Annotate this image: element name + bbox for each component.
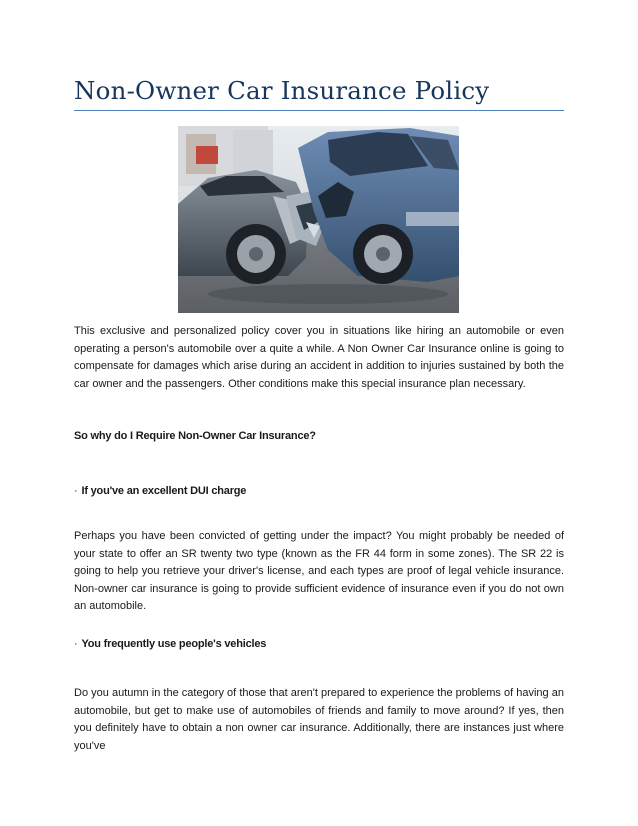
dui-paragraph: Perhaps you have been convicted of getting under the impact? You might probably be needed of your state to offer an SR twenty two type (known as the FR 44 form in some zones). The SR 22 is going to help you retrieve your driver's license, and each types are proof of legal vehicle insurance. Non-owner car insurance is going to provide sufficient evidence of insurance even if you do not own an automobile. [74, 530, 564, 612]
bullet-heading-dui-text: If you've an excellent DUI charge [81, 485, 247, 497]
bullet-mark: · [74, 485, 78, 497]
bullet-mark: · [74, 638, 78, 650]
intro-paragraph: This exclusive and personalized policy cover you in situations like hiring an automobile or even operating a person's automobile over a quite a while. A Non Owner Car Insurance online is going to compensate for damages which arise during an accident in addition to injuries sustained by both the car owner and the passengers. Other conditions make this special insurance plan necessary. [74, 325, 564, 390]
page-title: Non-Owner Car Insurance Policy [74, 76, 490, 105]
bullet-heading-vehicles [74, 636, 266, 652]
title-underline [74, 110, 564, 111]
car-crash-photo [178, 126, 459, 313]
section-heading-why: So why do I Require Non-Owner Car Insurance? [74, 430, 316, 442]
bullet-heading-vehicles-text: You frequently use people's vehicles [81, 638, 267, 650]
car-crash-photo-icon [178, 126, 459, 313]
vehicles-paragraph: Do you autumn in the category of those that aren't prepared to experience the problems of having an automobile, but get to make use of automobiles of friends and family to move around? If yes, then you definitely have to obtain a non owner car insurance. Additionally, there are instances just where you've [74, 687, 564, 752]
bullet-heading-dui [74, 483, 246, 499]
